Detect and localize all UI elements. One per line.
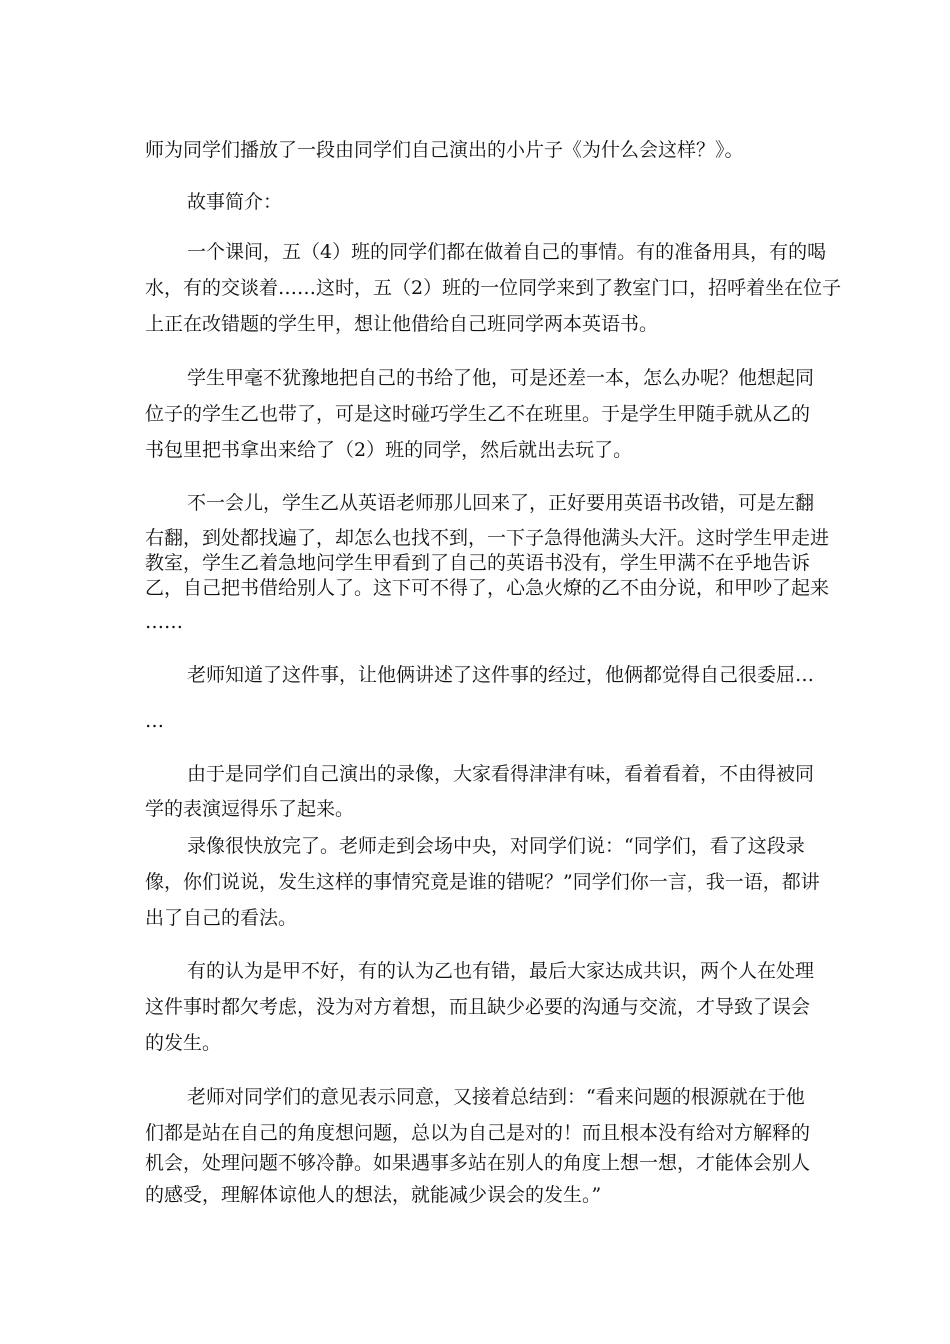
text-line: 出了自己的看法。 <box>145 907 298 929</box>
text-line: 学生甲毫不犹豫地把自己的书给了他，可是还差一本，怎么办呢？他想起同 <box>187 367 815 389</box>
text-line: …… <box>145 611 183 633</box>
text-line: 老师知道了这件事，让他俩讲述了这件事的经过，他俩都觉得自己很委屈… <box>187 664 815 686</box>
text-line: 录像很快放完了。老师走到会场中央，对同学们说：“同学们，看了这段录 <box>187 835 805 857</box>
text-line: 右翻，到处都找遍了，却怎么也找不到，一下子急得他满头大汗。这时学生甲走进 <box>145 527 830 549</box>
text-line: 像，你们说说，发生这样的事情究竟是谁的错呢？”同学们你一言，我一语，都讲 <box>145 871 820 893</box>
section-heading: 故事简介： <box>187 191 283 213</box>
text-line: 由于是同学们自己演出的录像，大家看得津津有味，看着看着，不由得被同 <box>187 763 815 785</box>
text-line: 位子的学生乙也带了，可是这时碰巧学生乙不在班里。于是学生甲随手就从乙的 <box>145 403 811 425</box>
text-line: 的感受，理解体谅他人的想法，就能减少误会的发生。” <box>145 1184 602 1206</box>
text-line: 乙，自己把书借给别人了。这下可不得了，心急火燎的乙不由分说，和甲吵了起来 <box>145 577 830 599</box>
text-line: 机会，处理问题不够冷静。如果遇事多站在别人的角度上想一想，才能体会别人 <box>145 1152 811 1174</box>
text-line: 有的认为是甲不好，有的认为乙也有错，最后大家达成共识，两个人在处理 <box>187 960 815 982</box>
text-line: … <box>145 710 164 732</box>
text-line: 们都是站在自己的角度想问题，总以为自己是对的！而且根本没有给对方解释的 <box>145 1122 811 1144</box>
text-line: 水，有的交谈着……这时，五（2）班的一位同学来到了教室门口，招呼着坐在位子 <box>145 277 842 299</box>
text-line: 上正在改错题的学生甲，想让他借给自己班同学两本英语书。 <box>145 313 659 335</box>
text-line: 教室，学生乙着急地问学生甲看到了自己的英语书没有，学生甲满不在乎地告诉 <box>145 552 811 574</box>
text-line: 老师对同学们的意见表示同意，又接着总结到：“看来问题的根源就在于他 <box>187 1086 805 1108</box>
text-line: 这件事时都欠考虑，没为对方着想，而且缺少必要的沟通与交流，才导致了误会 <box>145 996 811 1018</box>
text-line: 的发生。 <box>145 1032 222 1054</box>
text-line: 书包里把书拿出来给了（2）班的同学，然后就出去玩了。 <box>145 439 633 461</box>
text-line: 师为同学们播放了一段由同学们自己演出的小片子《为什么会这样？》。 <box>145 139 744 161</box>
text-line: 学的表演逗得乐了起来。 <box>145 798 355 820</box>
text-line: 一个课间，五（4）班的同学们都在做着自己的事情。有的准备用具，有的喝 <box>187 241 827 263</box>
text-line: 不一会儿，学生乙从英语老师那儿回来了，正好要用英语书改错，可是左翻 <box>187 492 815 514</box>
